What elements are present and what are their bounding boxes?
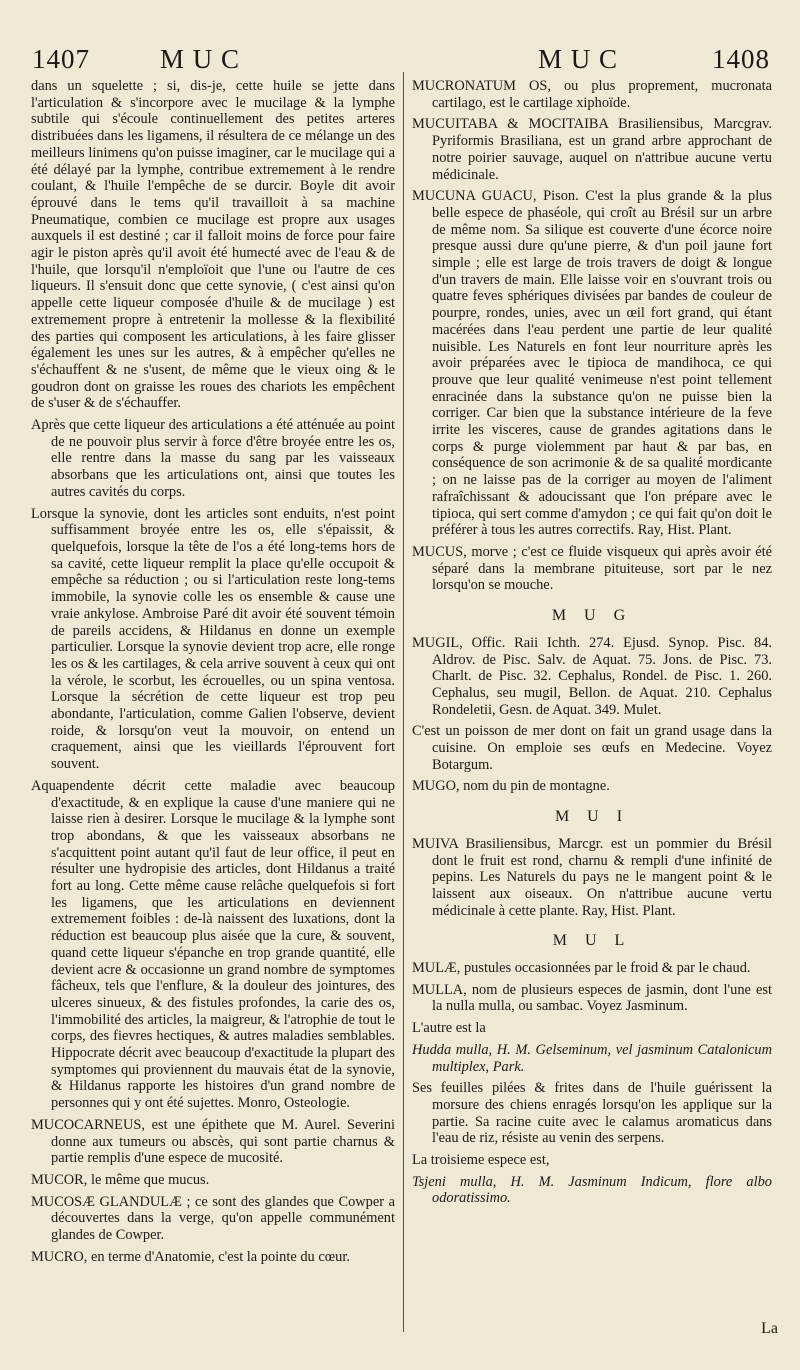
dictionary-entry: MUCUITABA & MOCITAIBA Brasiliensibus, Marcgrav. Pyriformis Brasiliana, est un grand arbre approchant de notre poirier sauvage, auquel on n'attribue aucune vertu médicinale. xyxy=(412,116,772,183)
paragraph: dans un squelette ; si, dis-je, cette huile se jette dans l'articulation & s'incorpore avec le mucilage & la lymphe subtile qui s'écoule continuellement des petites arteres distribuées dans les ligamens, il résultera de ce mélange un des meilleurs linimens qu'on puisse imaginer, car le mucilage qui a été délayé par la lymphe, contribue extremement à le rendre coulant, & l'huile l'empêche de se durcir. Boyle dit avoir éprouvé dans le tems qu'il travailloit à sa machine Pneumatique, combien ce mucilage est propre aux usages auxquels il est destiné ; car il falloit moins de force pour faire agir le piston après qu'il avoit été humecté avec de l'eau & de l'huile, que lorsqu'il n'emploïoit que l'une ou l'autre de ces liqueurs. Il s'ensuit donc que cette synovie, ( c'est ainsi qu'on appelle cette liqueur composée d'huile & de mucilage ) est extremement propre à entretenir la mollesse & la flexibilité des parties qui composent les articulations, à les faire glisser également les unes sur les autres, & à empêcher qu'elles ne s'échauffent & ne s'usent, de même que le vieux oing & le goudron dont on graisse les roues des chariots les empêchent de s'user & de s'échauffer. xyxy=(31,78,395,412)
dictionary-entry: MUCOCARNEUS, est une épithete que M. Aurel. Severini donne aux tumeurs ou abscès, qui sont partie charnus & partie remplis d'une espece de mucosité. xyxy=(31,1116,395,1167)
paragraph: Lorsque la synovie, dont les articles sont enduits, n'est point suffisamment broyée entre les os, elle s'épaissit, & quelquefois, lorsque la tête de l'os a été long-tems hors de sa cavité, cette liqueur remplit la place qu'elle occupoit & empêche sa réduction ; ou si l'articulation reste long-tems immobile, la synovie colle les os ensemble & cause une vraie ankylose. Ambroise Paré dit avoir été souvent témoin de pareils accidens, & Hildanus en donne un exemple particulier. Lorsque la synovie devient trop acre, elle ronge les os & les cartilages, & cela arrive souvent à ceux qui ont la vérole, le scorbut, les écrouelles, ou un spina ventosa. Lorsque la sécrétion de cette liqueur est trop peu abondante, l'articulation, comme Galien l'observe, devient roide, & lorsqu'on veut la mouvoir, on entend un craquement, ainsi que les vieillards l'éprouvent fort souvent. xyxy=(31,505,395,773)
page-number-left: 1407 xyxy=(32,44,90,74)
paragraph: La troisieme espece est, xyxy=(412,1152,550,1169)
paragraph: C'est un poisson de mer dont on fait un grand usage dans la cuisine. On emploie ses œufs en Medecine. Voyez Botargum. xyxy=(412,723,772,773)
paragraph: Aquapendente décrit cette maladie avec beaucoup d'exactitude, & en explique la cause d'une maniere qui ne laisse rien à desirer. Lorsque le mucilage & la lymphe sont trop abondans, & que les vaisseaux absorbans ne s'acquittent point autant qu'il faut de leur office, il peut en résulter une hydropisie des articles, dont Hildanus a traité fort au long. Cette même cause relâche quelquefois si fort les ligamens, que les articulations en deviennent extremement foibles : de-là naissent des luxations, dont la réduction est beaucoup plus aisée que la cure, & souvent, quand cette liqueur s'épanche en trop grande quantité, elle devient acre & occasionne un grand nombre de symptomes fâcheux, tels que l'enflure, & la douleur des jointures, des ulceres sinueux, & des fistules profondes, la carie des os, l'immobilité des articles, la maigreur, & l'atrophie de tout le corps, des fievres hectiques, & autres maladies semblables. Hippocrate décrit avec beaucoup d'exactitude la plupart des symptomes qui proviennent du mauvais état de la synovie, & Hildanus rapporte les histoires d'un grand nombre de personnes qui y ont été sujettes. Monro, Osteologie. xyxy=(31,777,395,1112)
paragraph: Tsjeni mulla, H. M. Jasminum Indicum, flore albo odoratissimo. xyxy=(412,1173,772,1207)
column-divider xyxy=(403,72,404,1332)
dictionary-entry: MUGIL, Offic. Raii Ichth. 274. Ejusd. Synop. Pisc. 84. Aldrov. de Pisc. Salv. de Aquat. 75. Jons. de Pisc. 73. Charlt. de Pisc. 32. Cephalus, Rondel. de Pisc. 1. 260. Cephalus, seu mugil, Bellon. de Aquat. 210. Cephalus Rondeletii, Gesn. de Aquat. 349. Mulet. xyxy=(412,634,772,718)
running-head-left: M U C xyxy=(160,44,241,74)
dictionary-entry: MUCUNA GUACU, Pison. C'est la plus grande & la plus belle espece de phaséole, qui croît au Brésil sur un arbre de même nom. Sa silique est couverte d'une écorce noire presque aussi dure qu'une pierre, & d'un poil jaune fort simple ; elle est large de trois travers de doigt & longue d'un travers de main. Elle laisse voir en s'ouvrant trois ou quatre feves sphériques divisées par bandes de couleur de pourpre, rondes, unies, avec un œil fort grand, qui étant macérées dans l'eau perdent une partie de leur qualité nuisible. Les Naturels en font leur nourriture après les avoir préparées avec le tipioca de mandihoca, ce qui prouve que leur qualité venimeuse n'est point tellement enracinée dans la substance qu'on ne puisse bien la corriger. Car bien que la substance intérieure de la feve irrite les visceres, cause de grandes agitations dans le corps & purge violemment par haut & par bas, en conséquence de son acrimonie & de sa qualité mordicante ; on ne laisse pas de la corriger au moyen de l'aliment rafraîchissant & adoucissant que l'on prépare avec le tipioca, qui sert comme d'amydon ; ce qui fait qu'on doit le préférer à tous les autres correctifs. Ray, Hist. Plant. xyxy=(412,188,772,539)
section-heading-mul: M U L xyxy=(552,932,632,950)
left-column xyxy=(31,78,395,1271)
paragraph: L'autre est la xyxy=(412,1020,486,1037)
page-number-right: 1408 xyxy=(712,44,770,74)
dictionary-entry: MUCRO, en terme d'Anatomie, c'est la pointe du cœur. xyxy=(31,1248,350,1265)
dictionary-entry: MUCOSÆ GLANDULÆ ; ce sont des glandes que Cowper a découvertes dans la verge, qu'on appelle communément glandes de Cowper. xyxy=(31,1193,395,1244)
dictionary-entry: MUCRONATUM OS, ou plus proprement, mucronata cartilago, est le cartilage xiphoïde. xyxy=(412,78,772,111)
dictionary-entry: MUGO, nom du pin de montagne. xyxy=(412,778,610,795)
dictionary-entry: MULÆ, pustules occasionnées par le froid & par le chaud. xyxy=(412,960,751,977)
dictionary-entry: MUCUS, morve ; c'est ce fluide visqueux qui après avoir été séparé dans la membrane pituiteuse, sort par le nez lorsqu'on se mouche. xyxy=(412,543,772,594)
dictionary-entry: MULLA, nom de plusieurs especes de jasmin, dont l'une est la nulla mulla, ou sambac. Voyez Jasminum. xyxy=(412,981,772,1015)
right-column xyxy=(412,78,772,1212)
section-heading-mui: M U I xyxy=(554,808,630,826)
catchword: La xyxy=(761,1320,778,1337)
dictionary-entry: MUIVA Brasiliensibus, Marcgr. est un pommier du Brésil dont le fruit est rond, charnu & rempli d'une infinité de pepins. Les Naturels du pays ne le mangent point & le laissent aux oiseaux. On n'attribue aucune vertu médicinale à cette plante. Ray, Hist. Plant. xyxy=(412,835,772,919)
section-heading-mug: M U G xyxy=(551,607,633,625)
running-head-right: M U C xyxy=(538,44,619,74)
paragraph: Hudda mulla, H. M. Gelseminum, vel jasminum Catalonicum multiplex, Park. xyxy=(412,1041,772,1075)
paragraph: Après que cette liqueur des articulations a été atténuée au point de ne pouvoir plus servir à force d'être broyée entre les os, elle rentre dans la masse du sang par les vaisseaux absorbans que les articulations ont, ainsi que toutes les autres cavités du corps. xyxy=(31,417,395,500)
paragraph: Ses feuilles pilées & frites dans de l'huile guérissent la morsure des chiens enragés lorsqu'on les applique sur la partie. Sa racine cuite avec le calamus aromaticus dans l'eau de riz, résiste au venin des serpens. xyxy=(412,1080,772,1147)
dictionary-entry: MUCOR, le même que mucus. xyxy=(31,1172,210,1188)
